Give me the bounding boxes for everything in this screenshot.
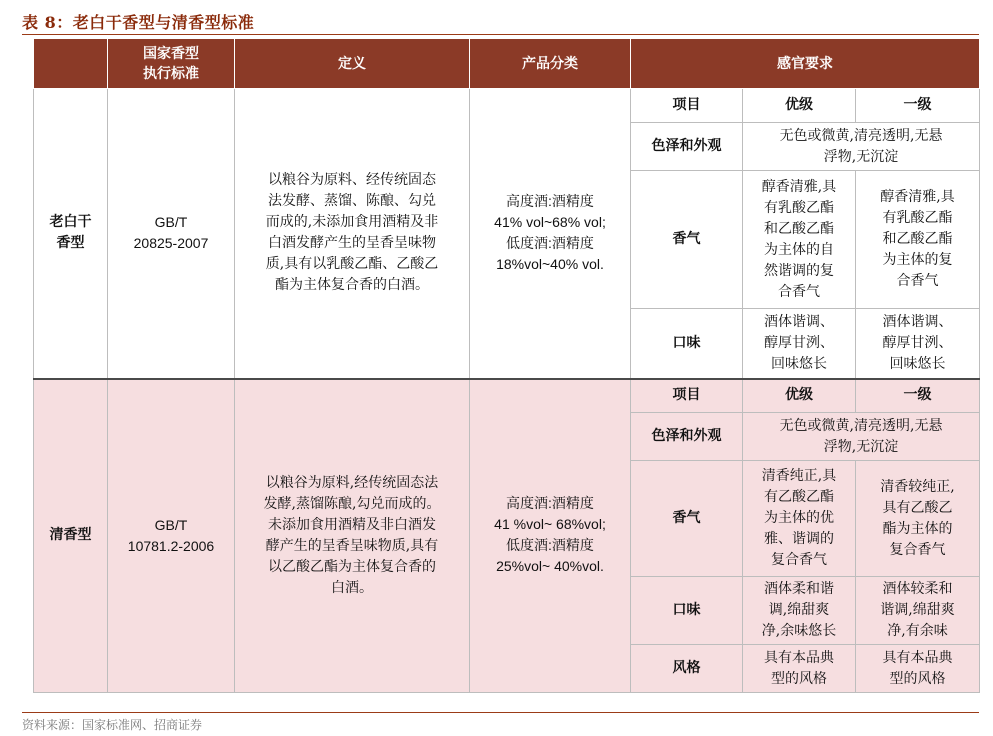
style-premium: 具有本品典 型的风格	[743, 645, 856, 693]
header-standard: 国家香型 执行标准	[108, 39, 235, 89]
appearance-value: 无色或微黄,清亮透明,无悬 浮物,无沉淀	[743, 413, 980, 461]
subheader-item: 项目	[631, 89, 743, 123]
subheader-first: 一级	[856, 89, 980, 123]
footer-divider	[22, 712, 979, 713]
style-first: 具有本品典 型的风格	[856, 645, 980, 693]
attr-taste: 口味	[631, 309, 743, 379]
header-category: 产品分类	[470, 39, 631, 89]
header-blank	[34, 39, 108, 89]
source-note: 资料来源：国家标准网、招商证券	[22, 718, 203, 732]
standards-table	[33, 38, 980, 693]
aroma-first: 醇香清雅,具 有乳酸乙酯 和乙酸乙酯 为主体的复 合香气	[856, 171, 980, 309]
appearance-value: 无色或微黄,清亮透明,无悬 浮物,无沉淀	[743, 123, 980, 171]
header-definition: 定义	[235, 39, 470, 89]
row-standard-laobaigan: GB/T 20825-2007	[108, 89, 235, 379]
taste-premium: 酒体谐调、 醇厚甘洌、 回味悠长	[743, 309, 856, 379]
taste-first: 酒体较柔和 谐调,绵甜爽 净,有余味	[856, 577, 980, 645]
attr-taste: 口味	[631, 577, 743, 645]
row-standard-qingxiang: GB/T 10781.2-2006	[108, 379, 235, 693]
row-name-qingxiang: 清香型	[34, 379, 108, 693]
aroma-premium: 醇香清雅,具 有乳酸乙酯 和乙酸乙酯 为主体的自 然谐调的复 合香气	[743, 171, 856, 309]
attr-appearance: 色泽和外观	[631, 123, 743, 171]
attr-aroma: 香气	[631, 171, 743, 309]
row-product-laobaigan: 高度酒:酒精度 41% vol~68% vol; 低度酒:酒精度 18%vol~40% vol.	[470, 89, 631, 379]
table-title: 表 8：老白干香型与清香型标准	[22, 13, 255, 32]
title-divider	[22, 34, 979, 35]
row-definition-laobaigan: 以粮谷为原料、经传统固态 法发酵、蒸馏、陈酿、勾兑 而成的,未添加食用酒精及非 白酒发酵产生的呈香呈味物 质,具有以乳酸乙酯、乙酸乙 酯为主体复合香的白酒。	[235, 89, 470, 379]
taste-first: 酒体谐调、 醇厚甘洌、 回味悠长	[856, 309, 980, 379]
aroma-first: 清香较纯正, 具有乙酸乙 酯为主体的 复合香气	[856, 461, 980, 577]
row-name-laobaigan: 老白干 香型	[34, 89, 108, 379]
header-sensory: 感官要求	[631, 39, 980, 89]
subheader-first: 一级	[856, 379, 980, 413]
attr-style: 风格	[631, 645, 743, 693]
row-product-qingxiang: 高度酒:酒精度 41 %vol~ 68%vol; 低度酒:酒精度 25%vol~ 40%vol.	[470, 379, 631, 693]
subheader-premium: 优级	[743, 89, 856, 123]
attr-appearance: 色泽和外观	[631, 413, 743, 461]
aroma-premium: 清香纯正,具 有乙酸乙酯 为主体的优 雅、谐调的 复合香气	[743, 461, 856, 577]
taste-premium: 酒体柔和谐 调,绵甜爽 净,余味悠长	[743, 577, 856, 645]
subheader-item: 项目	[631, 379, 743, 413]
row-definition-qingxiang: 以粮谷为原料,经传统固态法 发酵,蒸馏陈酿,勾兑而成的。 未添加食用酒精及非白酒发 酵产生的呈香呈味物质,具有 以乙酸乙酯为主体复合香的 白酒。	[235, 379, 470, 693]
subheader-premium: 优级	[743, 379, 856, 413]
attr-aroma: 香气	[631, 461, 743, 577]
